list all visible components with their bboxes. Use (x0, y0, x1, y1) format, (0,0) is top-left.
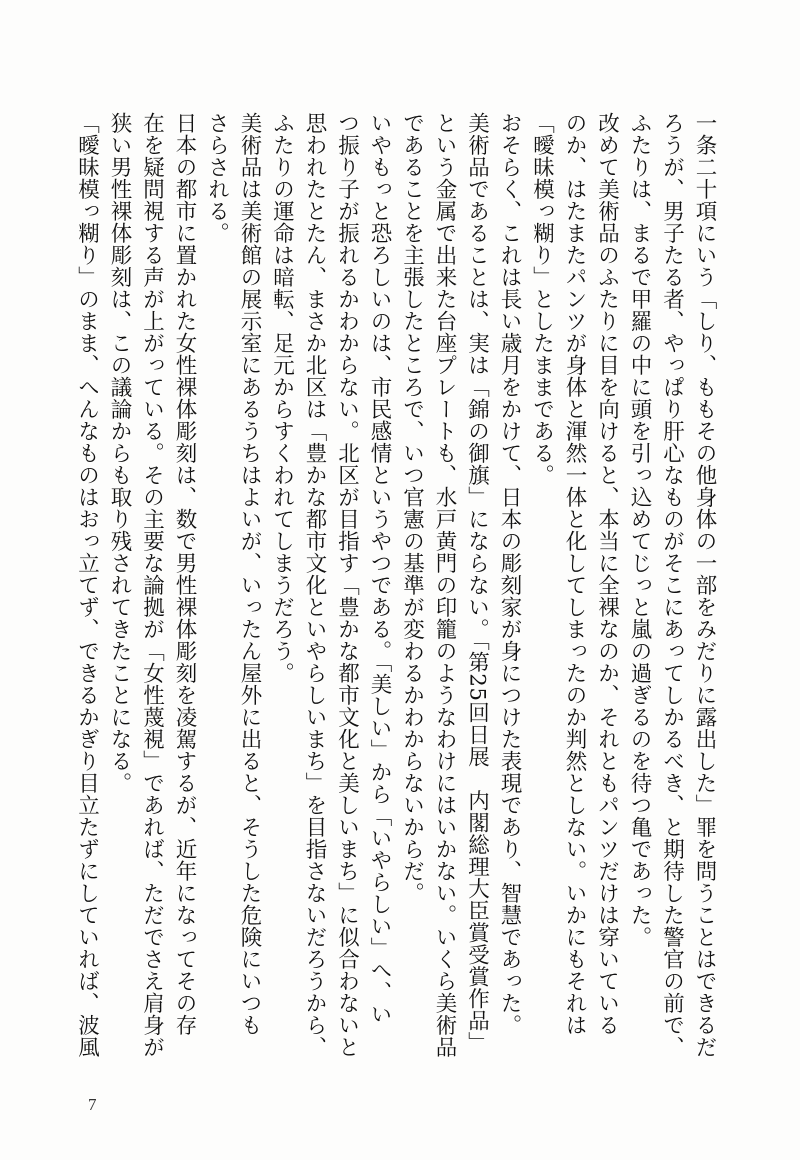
text-line: 一条二十項にいう「しり、ももその他身体の一部をみだりに露出した」罪を問うことはできるだ (692, 112, 717, 1058)
text-line: 「曖昧模っ糊り」としたままである。 (529, 112, 555, 486)
text-line: 美術品であることは、実は「錦の御旗」にならない。「第25回日展 内閣総理大臣賞受賞作品」 (464, 112, 490, 1054)
text-line: 思われたとたん、まさか北区は「豊かな都市文化といやらしいまち」を目指さないだろうから、 (302, 112, 327, 1058)
page-number: 7 (88, 1095, 97, 1114)
text-line: ふたりは、まるで甲羅の中に頭を引っ込めてじっと嵐の過ぎるのを待つ亀であった。 (627, 112, 652, 948)
text-line: 改めて美術品のふたりに目を向けると、本当に全裸なのか、それともパンツだけは穿いている (594, 112, 620, 1036)
text-line: 日本の都市に置かれた女性裸体彫刻は、数で男性裸体彫刻を凌駕するが、近年になってその存 (172, 112, 197, 1036)
text-line: という金属で出来た台座プレートも、水戸黄門の印籠のようなわけにはいかない。いくら美術品 (432, 112, 457, 1058)
text-line: ろうが、男子たる者、やっぱり肝心なものがそこにあってしかるべき、と期待した警官の前で、 (659, 112, 685, 1058)
text-line: いやもっと恐ろしいのは、市民感情というやつである。「美しい」から「いやらしい」へ、い (367, 112, 392, 1026)
text-line: ふたりの運命は暗転、足元からすくわれてしまうだろう。 (269, 112, 295, 684)
text-line: 在を疑問視する声が上がっている。その主要な論拠が「女性蔑視」であれば、ただでさえ肩身が (139, 112, 165, 1058)
vertical-body-text (74, 112, 720, 1058)
text-line: おそらく、これは長い歳月をかけて、日本の彫刻家が身につけた表現であり、智慧であった。 (497, 112, 522, 1036)
text-line: 狭い男性裸体彫刻は、この議論からも取り残されてきたことになる。 (107, 112, 132, 794)
text-line: であることを主張したところで、いつ官憲の基準が変わるかわからないからだ。 (399, 112, 425, 904)
text-line: 「曖昧模っ糊り」のまま、へんなものはおっ立てず、できるかぎり目立たずにしていれば、波風 (74, 112, 100, 1058)
text-line: さらされる。 (204, 112, 230, 244)
text-line: 美術品は美術館の展示室にあるうちはよいが、いったん屋外に出ると、そうした危険にいつも (237, 112, 262, 1036)
text-line: つ振り子が振れるかわからない。北区が目指す「豊かな都市文化と美しいまち」に似合わないと (334, 112, 360, 1058)
text-line: のか、はたまたパンツが身体と渾然一体と化してしまったのか判然としない。いかにもそれは (562, 112, 587, 1036)
